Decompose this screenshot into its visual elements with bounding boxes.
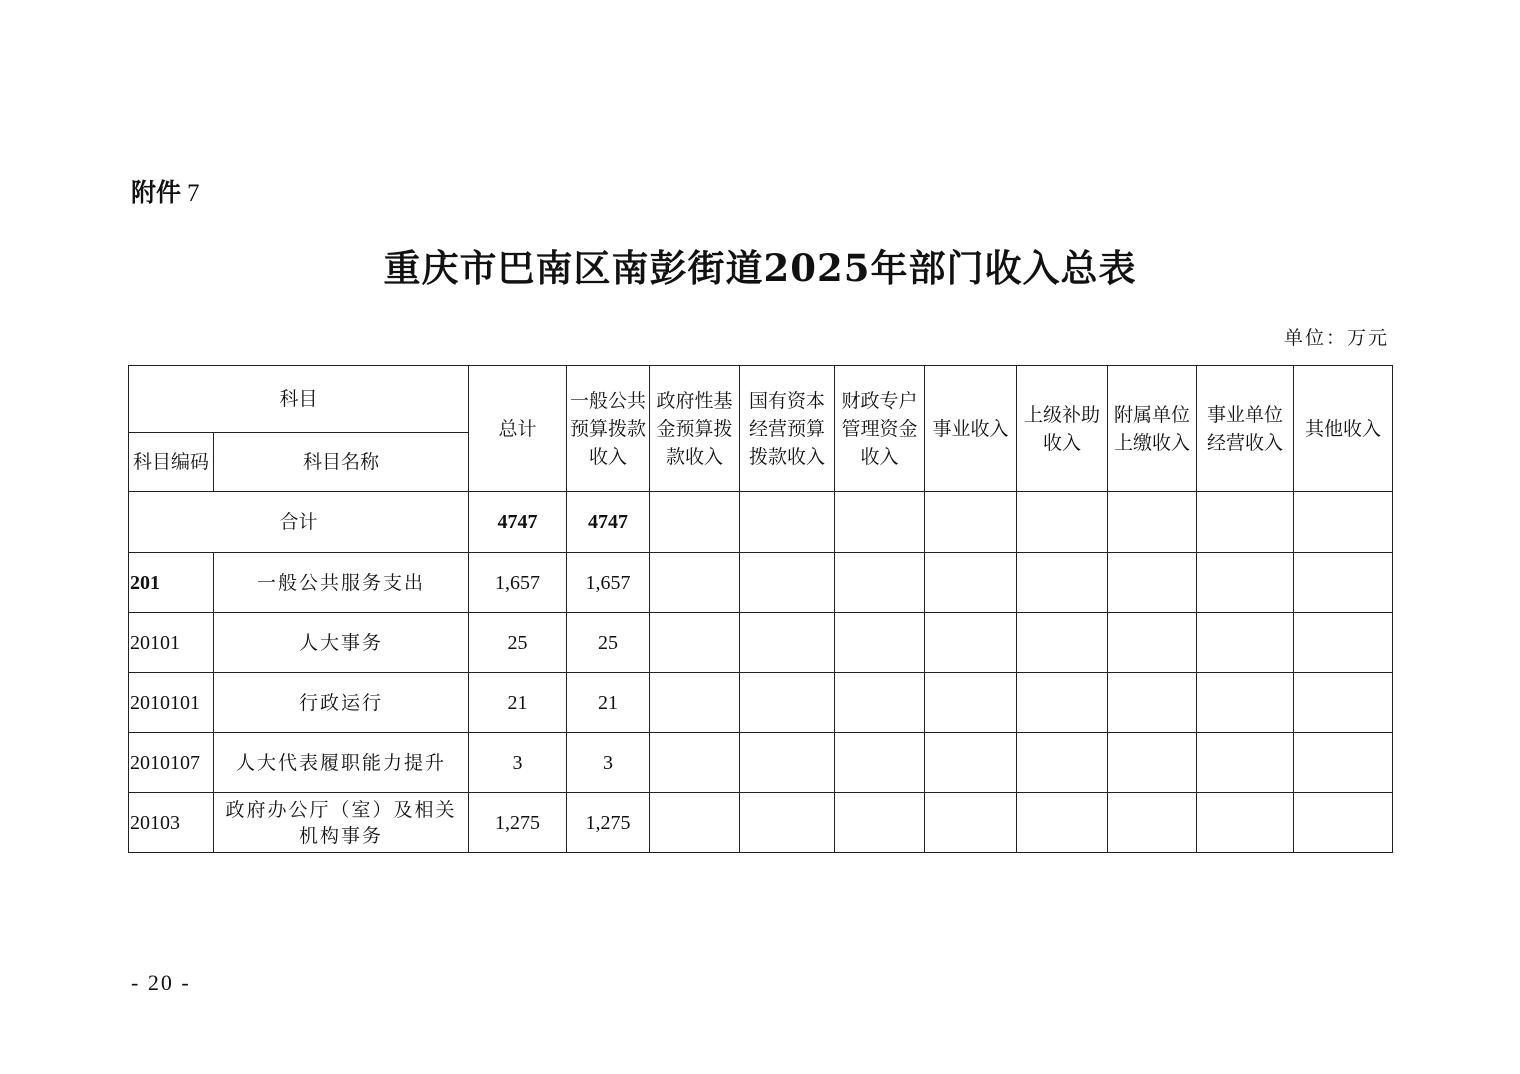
empty-cell (740, 492, 835, 553)
empty-cell (835, 613, 925, 673)
empty-cell (650, 793, 740, 853)
empty-cell (1197, 793, 1294, 853)
row-general-budget: 21 (567, 673, 650, 733)
empty-cell (740, 673, 835, 733)
empty-cell (740, 613, 835, 673)
empty-cell (1017, 553, 1108, 613)
subject-name: 人大代表履职能力提升 (214, 733, 469, 793)
attachment-number: 7 (187, 180, 200, 207)
empty-cell (925, 673, 1017, 733)
empty-cell (925, 733, 1017, 793)
total-general-budget: 4747 (567, 492, 650, 553)
page-title: 重庆市巴南区南彭街道2025年部门收入总表 (383, 246, 1137, 290)
row-total: 1,657 (469, 553, 567, 613)
empty-cell (1197, 613, 1294, 673)
empty-cell (835, 733, 925, 793)
total-row (129, 492, 1393, 553)
table-row (129, 673, 1393, 733)
row-total: 21 (469, 673, 567, 733)
subject-name: 一般公共服务支出 (214, 553, 469, 613)
header-subject-code: 科目编码 (129, 433, 214, 492)
empty-cell (650, 673, 740, 733)
empty-cell (1108, 613, 1197, 673)
row-general-budget: 3 (567, 733, 650, 793)
empty-cell (1294, 492, 1393, 553)
subject-code: 20103 (129, 793, 214, 853)
subject-code: 201 (129, 553, 214, 613)
empty-cell (925, 492, 1017, 553)
row-total: 25 (469, 613, 567, 673)
empty-cell (1108, 673, 1197, 733)
header-subject-name: 科目名称 (214, 433, 469, 492)
row-general-budget: 1,657 (567, 553, 650, 613)
empty-cell (1294, 553, 1393, 613)
empty-cell (1017, 613, 1108, 673)
row-general-budget: 25 (567, 613, 650, 673)
attachment-text: 附件 (131, 178, 182, 207)
empty-cell (650, 733, 740, 793)
subject-name: 行政运行 (214, 673, 469, 733)
subject-code: 2010107 (129, 733, 214, 793)
empty-cell (1017, 673, 1108, 733)
empty-cell (740, 733, 835, 793)
empty-cell (1294, 613, 1393, 673)
table-row (129, 793, 1393, 853)
header-superior-subsidy: 上级补助收入 (1017, 366, 1108, 492)
header-state-capital: 国有资本经营预算拨款收入 (740, 366, 835, 492)
empty-cell (835, 793, 925, 853)
empty-cell (925, 793, 1017, 853)
empty-cell (1017, 793, 1108, 853)
subject-name: 人大事务 (214, 613, 469, 673)
header-general-budget: 一般公共预算拨款收入 (567, 366, 650, 492)
table-row (129, 553, 1393, 613)
header-other-income: 其他收入 (1294, 366, 1393, 492)
empty-cell (925, 613, 1017, 673)
empty-cell (1294, 733, 1393, 793)
empty-cell (835, 553, 925, 613)
empty-cell (1197, 553, 1294, 613)
empty-cell (1108, 733, 1197, 793)
empty-cell (1197, 733, 1294, 793)
row-total: 1,275 (469, 793, 567, 853)
header-affiliated-payment: 附属单位上缴收入 (1108, 366, 1197, 492)
row-general-budget: 1,275 (567, 793, 650, 853)
empty-cell (925, 553, 1017, 613)
empty-cell (1108, 793, 1197, 853)
header-fiscal-special: 财政专户管理资金收入 (835, 366, 925, 492)
empty-cell (1294, 793, 1393, 853)
empty-cell (1197, 673, 1294, 733)
empty-cell (1108, 492, 1197, 553)
subject-code: 2010101 (129, 673, 214, 733)
empty-cell (1197, 492, 1294, 553)
header-total: 总计 (469, 366, 567, 492)
empty-cell (1017, 492, 1108, 553)
subject-code: 20101 (129, 613, 214, 673)
empty-cell (740, 793, 835, 853)
total-value: 4747 (469, 492, 567, 553)
total-label: 合计 (129, 492, 469, 553)
attachment-label (131, 173, 200, 209)
empty-cell (835, 492, 925, 553)
empty-cell (740, 553, 835, 613)
income-summary-table (128, 365, 1393, 853)
table-row (129, 733, 1393, 793)
header-business-operation: 事业单位经营收入 (1197, 366, 1294, 492)
header-row (129, 366, 1393, 433)
empty-cell (1294, 673, 1393, 733)
subject-name: 政府办公厅（室）及相关机构事务 (214, 793, 469, 853)
empty-cell (650, 492, 740, 553)
empty-cell (1108, 553, 1197, 613)
header-business-income: 事业收入 (925, 366, 1017, 492)
header-gov-fund: 政府性基金预算拨款收入 (650, 366, 740, 492)
row-total: 3 (469, 733, 567, 793)
table-row (129, 613, 1393, 673)
header-subject: 科目 (129, 366, 469, 433)
empty-cell (835, 673, 925, 733)
empty-cell (650, 613, 740, 673)
empty-cell (1017, 733, 1108, 793)
empty-cell (650, 553, 740, 613)
page-number: - 20 - (131, 970, 191, 995)
unit-label: 单位：万元 (1283, 327, 1389, 349)
